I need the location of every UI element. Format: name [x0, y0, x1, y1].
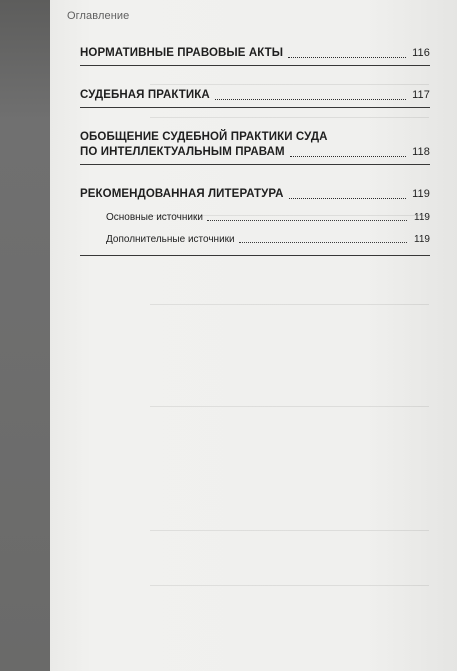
dot-leader — [288, 56, 406, 58]
dot-leader — [290, 155, 406, 157]
toc-entry-title-line-1: ОБОБЩЕНИЕ СУДЕБНОЙ ПРАКТИКИ СУДА — [80, 131, 328, 143]
toc-subentry-main-sources[interactable] — [80, 211, 430, 224]
table-of-contents — [80, 46, 430, 256]
dot-leader — [207, 219, 407, 221]
toc-divider — [80, 164, 430, 165]
toc-subentries — [80, 211, 430, 246]
toc-divider — [80, 65, 430, 66]
toc-page-number: 116 — [412, 47, 430, 59]
bleed-through-line — [150, 304, 429, 305]
toc-page-number: 119 — [412, 188, 430, 200]
toc-entry-title: НОРМАТИВНЫЕ ПРАВОВЫЕ АКТЫ — [80, 47, 284, 59]
toc-page-number: 119 — [414, 234, 430, 245]
toc-entry-acts[interactable] — [80, 46, 430, 66]
section-heading: Оглавление — [67, 10, 130, 22]
dot-leader — [215, 98, 406, 100]
toc-entry-row — [80, 88, 430, 103]
toc-entry-row — [80, 145, 430, 160]
bleed-through-line — [150, 585, 429, 586]
toc-divider — [80, 255, 430, 256]
toc-subentry-title: Основные источники — [106, 212, 203, 223]
toc-page-number: 118 — [412, 146, 430, 158]
toc-entry-title: РЕКОМЕНДОВАННАЯ ЛИТЕРАТУРА — [80, 188, 284, 200]
bleed-through-line — [150, 406, 429, 407]
toc-entry-practice[interactable] — [80, 88, 430, 108]
toc-divider — [80, 107, 430, 108]
toc-entry-row — [80, 46, 430, 61]
toc-entry-title-line-2: ПО ИНТЕЛЛЕКТУАЛЬНЫМ ПРАВАМ — [80, 146, 285, 158]
dot-leader — [289, 197, 406, 199]
toc-entry-summary[interactable] — [80, 130, 430, 165]
toc-entry-row — [80, 187, 430, 202]
toc-entry-literature[interactable] — [80, 187, 430, 256]
toc-entry-title: СУДЕБНАЯ ПРАКТИКА — [80, 89, 210, 101]
toc-entry-title-block — [80, 130, 430, 160]
toc-subentry-title: Дополнительные источники — [106, 234, 235, 245]
toc-subentry-additional-sources[interactable] — [80, 233, 430, 246]
dot-leader — [239, 241, 407, 243]
bleed-through-line — [150, 530, 429, 531]
toc-page-number: 117 — [412, 89, 430, 101]
toc-page-number: 119 — [414, 212, 430, 223]
page-edge-shadow — [0, 0, 50, 671]
